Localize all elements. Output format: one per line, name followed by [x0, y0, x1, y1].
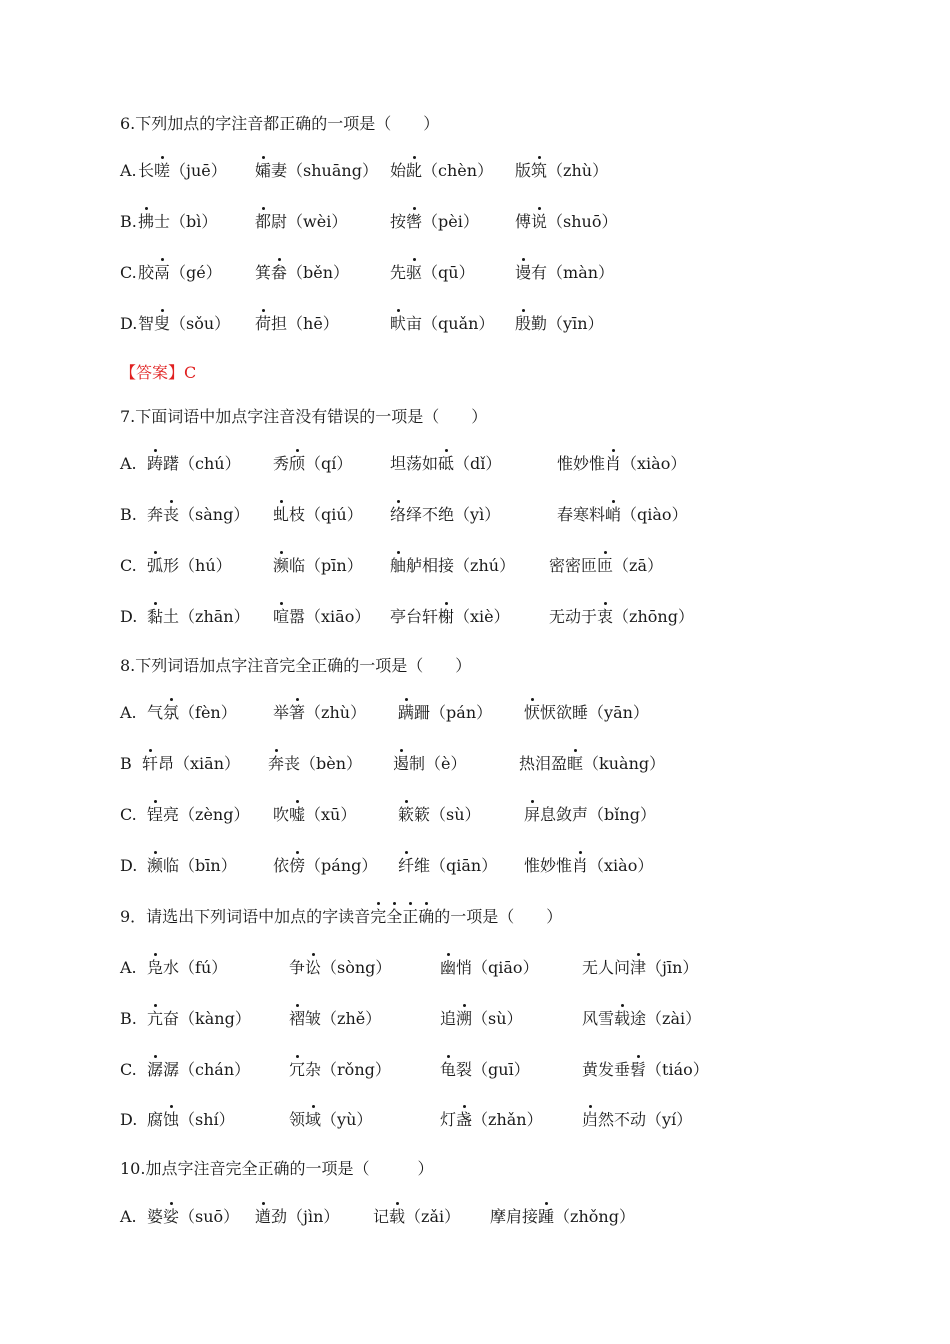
question-9-stem: 9．请选出下列词语中加点的字读音完全正确的一项是（ ）	[120, 907, 563, 926]
option-item: 踌躇（chú）	[147, 454, 241, 473]
option-item: 长嗟（juē）	[138, 161, 227, 180]
option-item: 亭台轩榭（xiè）	[390, 607, 510, 626]
question-8-stem: 8.下列词语加点字注音完全正确的一项是（ ）	[120, 656, 472, 675]
option-item: 坦荡如砥（dǐ）	[390, 454, 502, 473]
option-item: 蹒跚（pán）	[398, 703, 493, 722]
option-item: 惟妙惟肖（xiào）	[557, 454, 687, 473]
option-letter: B.	[120, 212, 137, 231]
question-10-stem: 10.加点字注音完全正确的一项是（ ）	[120, 1159, 434, 1178]
option-item: 灯盏（zhǎn）	[440, 1110, 543, 1129]
option-item: 荷担（hē）	[255, 314, 339, 333]
option-item: 锃亮（zèng）	[147, 805, 250, 824]
option-letter: A.	[120, 958, 137, 977]
option-item: 热泪盈眶（kuàng）	[519, 754, 666, 773]
option-letter: C.	[120, 263, 137, 282]
option-item: 褶皱（zhě）	[289, 1009, 382, 1028]
option-item: 依傍（páng）	[273, 856, 378, 875]
option-item: 畎亩（quǎn）	[390, 314, 495, 333]
option-letter: D.	[120, 607, 138, 626]
answer-line	[120, 363, 196, 383]
option-item: 龟裂（guī）	[440, 1060, 530, 1079]
option-item: 奔丧（sàng）	[147, 505, 250, 524]
option-item: 按辔（pèi）	[390, 212, 479, 231]
option-item: 屏息敛声（bǐng）	[524, 805, 656, 824]
option-item: 纤维（qiān）	[398, 856, 498, 875]
option-item: 拂士（bì）	[138, 212, 218, 231]
option-item: 风雪载途（zài）	[582, 1009, 702, 1028]
option-item: 殷勤（yīn）	[515, 314, 604, 333]
option-item: 惟妙惟肖（xiào）	[524, 856, 654, 875]
option-item: 岿然不动（yí）	[582, 1110, 693, 1129]
option-item: 无动于衷（zhōng）	[549, 607, 694, 626]
option-item: 胶鬲（gé）	[138, 263, 222, 282]
option-item: 箕畚（běn）	[255, 263, 350, 282]
option-item: 黄发垂髫（tiáo）	[582, 1060, 709, 1079]
option-item: 腐蚀（shí）	[147, 1110, 235, 1129]
option-item: 轩昂（xiān）	[142, 754, 241, 773]
option-letter: C.	[120, 556, 137, 575]
option-item: 春寒料峭（qiào）	[557, 505, 688, 524]
option-item: 都尉（wèi）	[255, 212, 348, 231]
option-item: 谩有（màn）	[515, 263, 615, 282]
option-letter: B.	[120, 1009, 137, 1028]
answer-value: C	[184, 363, 197, 382]
option-item: 婆娑（suō）	[147, 1207, 240, 1226]
option-letter: A.	[120, 703, 137, 722]
option-item: 吹嘘（xū）	[273, 805, 357, 824]
answer-label: 【答案】	[120, 363, 185, 382]
option-item: 孀妻（shuāng）	[255, 161, 378, 180]
option-item: 冗杂（rǒng）	[289, 1060, 391, 1079]
option-letter: C.	[120, 805, 137, 824]
option-letter: A.	[120, 161, 137, 180]
option-item: 智叟（sǒu）	[138, 314, 231, 333]
option-item: 遏制（è）	[393, 754, 467, 773]
option-item: 遒劲（jìn）	[255, 1207, 340, 1226]
option-item: 密密匝匝（zā）	[549, 556, 664, 575]
option-letter: B.	[120, 505, 137, 524]
option-item: 喧嚣（xiāo）	[273, 607, 371, 626]
option-letter: B	[120, 754, 132, 773]
option-item: 争讼（sòng）	[289, 958, 392, 977]
option-item: 凫水（fú）	[147, 958, 228, 977]
option-item: 记载（zǎi）	[373, 1207, 461, 1226]
option-item: 举箸（zhù）	[273, 703, 367, 722]
option-item: 奔丧（bèn）	[268, 754, 363, 773]
option-item: 始龀（chèn）	[390, 161, 494, 180]
option-item: 幽悄（qiāo）	[440, 958, 539, 977]
option-item: 弧形（hú）	[147, 556, 232, 575]
option-item: 无人问津（jīn）	[582, 958, 699, 977]
option-letter: D.	[120, 314, 138, 333]
question-6-stem: 6.下列加点的字注音都正确的一项是（ ）	[120, 114, 440, 133]
question-7-stem: 7.下面词语中加点字注音没有错误的一项是（ ）	[120, 407, 488, 426]
option-item: 络绎不绝（yì）	[390, 505, 501, 524]
option-item: 傅说（shuō）	[515, 212, 618, 231]
option-item: 舳舻相接（zhú）	[390, 556, 516, 575]
option-item: 追溯（sù）	[440, 1009, 523, 1028]
option-letter: D.	[120, 1110, 138, 1129]
option-letter: D.	[120, 856, 138, 875]
option-item: 濒临（bīn）	[147, 856, 237, 875]
option-item: 领域（yù）	[289, 1110, 373, 1129]
option-letter: C.	[120, 1060, 137, 1079]
option-item: 黏土（zhān）	[147, 607, 250, 626]
option-item: 簌簌（sù）	[398, 805, 481, 824]
option-item: 版筑（zhù）	[515, 161, 609, 180]
option-letter: A.	[120, 454, 137, 473]
option-item: 秀颀（qí）	[273, 454, 353, 473]
option-letter: A.	[120, 1207, 137, 1226]
option-item: 濒临（pīn）	[273, 556, 363, 575]
option-item: 亢奋（kàng）	[147, 1009, 251, 1028]
option-item: 先驱（qū）	[390, 263, 475, 282]
option-item: 潺潺（chán）	[147, 1060, 251, 1079]
option-item: 恹恹欲睡（yān）	[524, 703, 649, 722]
option-item: 摩肩接踵（zhǒng）	[490, 1207, 635, 1226]
option-item: 气氛（fèn）	[147, 703, 237, 722]
option-item: 虬枝（qiú）	[273, 505, 363, 524]
